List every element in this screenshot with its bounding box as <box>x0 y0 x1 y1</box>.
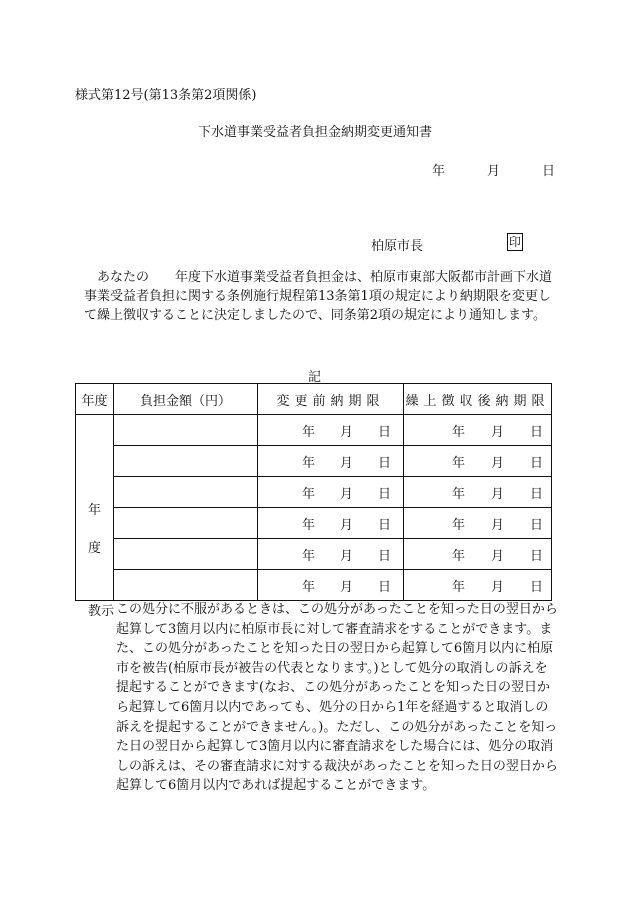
header-year: 年度 <box>76 384 114 415</box>
before-deadline-cell <box>258 508 404 539</box>
notice-paragraph: この処分に不服があるときは、この処分があったことを知った日の翌日から起算して3箇月以内に柏原市長に対して審査請求をすることができます。また、この処分があったことを知った日の翌日から起算して6箇月以内に柏原市を被告(柏原市長が被告の代表となります。)として処分の取消しの訴えを提起することができます(なお、この処分があったことを知った日の翌日から起算して6箇月以内であっても、処分の日から1年を経過すると取消しの訴えを提起することができません。)。ただし、この処分があったことを知った日の翌日から起算して3箇月以内に審査請求をした場合には、処分の取消しの訴えは、その審査請求に対する裁決があったことを知った日の翌日から起算して6箇月以内であれば提起することができます。 <box>116 602 558 794</box>
after-deadline-cell <box>404 477 552 508</box>
y: 年 <box>302 486 316 502</box>
sender-name: 柏原市長 <box>371 239 424 254</box>
y: 年 <box>302 548 316 564</box>
table-row <box>76 446 552 477</box>
after-deadline-cell <box>404 570 552 601</box>
d: 日 <box>529 486 543 502</box>
m: 月 <box>490 424 504 440</box>
y: 年 <box>452 455 466 471</box>
y: 年 <box>452 486 466 502</box>
notice-text <box>116 600 560 796</box>
d: 日 <box>377 455 391 471</box>
y: 年 <box>302 579 316 595</box>
amount-cell <box>114 539 258 570</box>
amount-cell <box>114 570 258 601</box>
table-row <box>76 539 552 570</box>
amount-cell <box>114 446 258 477</box>
after-deadline-cell <box>404 415 552 446</box>
after-deadline-cell <box>404 508 552 539</box>
ki-heading: 記 <box>308 370 322 385</box>
before-deadline-cell <box>258 570 404 601</box>
m: 月 <box>490 486 504 502</box>
before-deadline-cell <box>258 446 404 477</box>
d: 日 <box>377 548 391 564</box>
d: 日 <box>377 517 391 533</box>
m: 月 <box>490 455 504 471</box>
y: 年 <box>302 424 316 440</box>
date-month: 月 <box>487 164 501 179</box>
seal-mark: 印 <box>508 235 521 249</box>
amount-cell <box>114 477 258 508</box>
table-row <box>76 415 552 446</box>
body-paragraph <box>84 268 558 325</box>
d: 日 <box>377 579 391 595</box>
d: 日 <box>529 455 543 471</box>
amount-cell <box>114 508 258 539</box>
table-header-row <box>76 384 552 415</box>
amount-cell <box>114 415 258 446</box>
header-amount: 負担金額（円） <box>114 384 258 415</box>
notice-label: 教示 <box>88 604 115 619</box>
issue-date <box>432 160 555 179</box>
form-number: 様式第12号(第13条第2項関係) <box>75 88 257 103</box>
d: 日 <box>529 548 543 564</box>
table-row <box>76 477 552 508</box>
y: 年 <box>452 548 466 564</box>
document-title: 下水道事業受益者負担金納期変更通知書 <box>197 125 432 140</box>
body-text: あなたの 年度下水道事業受益者負担金は、柏原市東部大阪都市計画下水道事業受益者負担に関する条例施行規程第13条第1項の規定により納期限を変更して繰上徴収することに決定しましたので、同条第2項の規定により通知します。 <box>84 270 553 323</box>
before-deadline-cell <box>258 415 404 446</box>
m: 月 <box>339 548 353 564</box>
d: 日 <box>529 579 543 595</box>
header-before-deadline: 変更前納期限 <box>258 384 404 415</box>
after-deadline-cell <box>404 539 552 570</box>
d: 日 <box>529 424 543 440</box>
y: 年 <box>302 517 316 533</box>
m: 月 <box>339 424 353 440</box>
payment-schedule-table <box>75 383 552 601</box>
m: 月 <box>339 579 353 595</box>
m: 月 <box>339 486 353 502</box>
y: 年 <box>452 517 466 533</box>
table-row <box>76 508 552 539</box>
date-year: 年 <box>432 164 446 179</box>
before-deadline-cell <box>258 539 404 570</box>
d: 日 <box>377 424 391 440</box>
header-after-deadline: 繰上徴収後納期限 <box>404 384 552 415</box>
table-row <box>76 570 552 601</box>
year-char: 年 <box>87 503 101 518</box>
after-deadline-cell <box>404 446 552 477</box>
m: 月 <box>490 579 504 595</box>
m: 月 <box>490 517 504 533</box>
d: 日 <box>529 517 543 533</box>
y: 年 <box>302 455 316 471</box>
year-char: 度 <box>87 541 101 556</box>
before-deadline-cell <box>258 477 404 508</box>
y: 年 <box>452 424 466 440</box>
m: 月 <box>339 455 353 471</box>
date-day: 日 <box>542 164 556 179</box>
m: 月 <box>339 517 353 533</box>
m: 月 <box>490 548 504 564</box>
year-cell <box>76 415 114 601</box>
d: 日 <box>377 486 391 502</box>
y: 年 <box>452 579 466 595</box>
